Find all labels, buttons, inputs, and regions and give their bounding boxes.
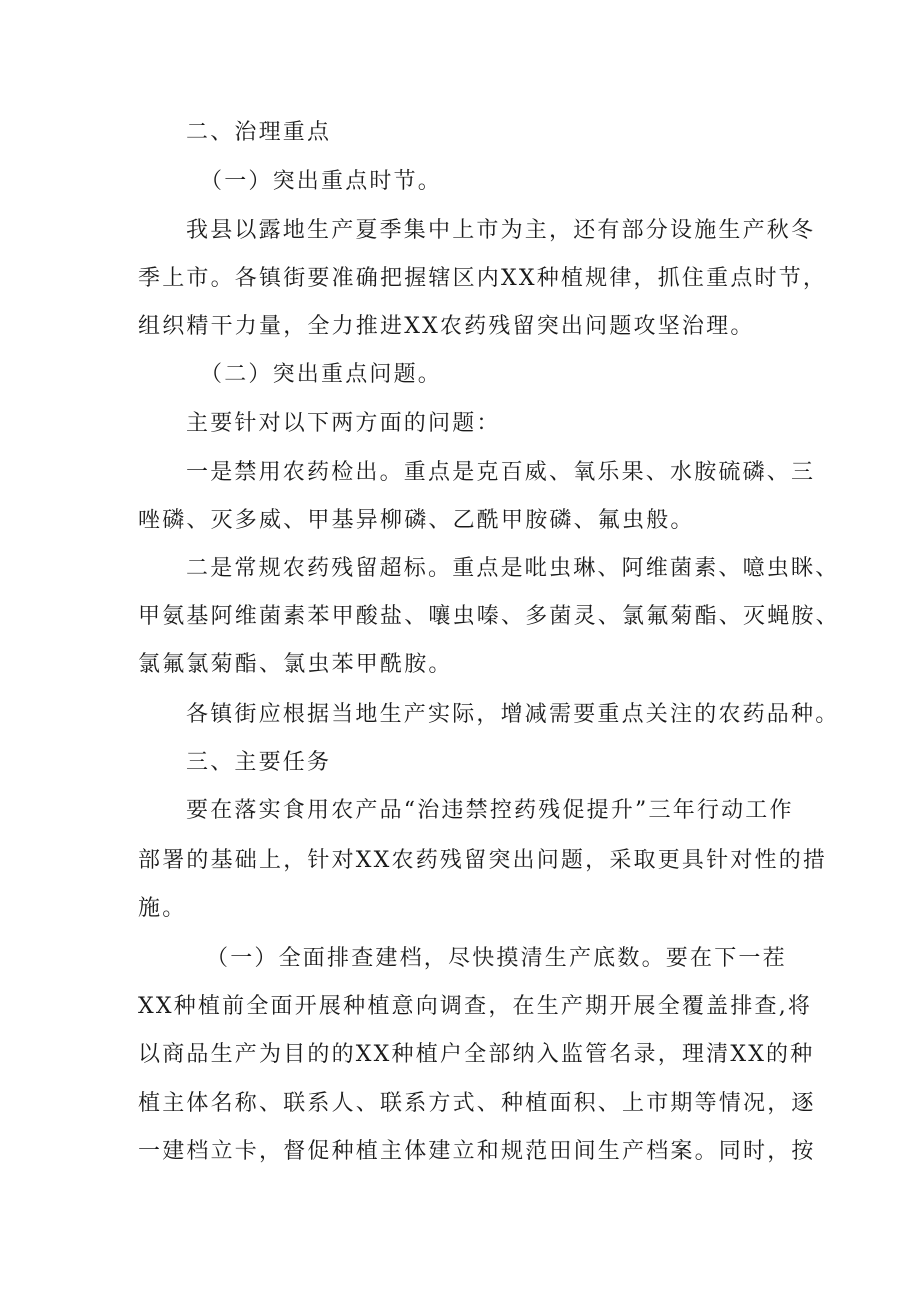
paragraph-line: 二是常规农药残留超标。重点是吡虫琳、阿维菌素、噫虫眯、 [186,556,840,581]
paragraph-line: 我县以露地生产夏季集中上市为主，还有部分设施生产秋冬 [186,218,816,243]
subheading-2: （二）突出重点问题。 [200,362,443,387]
section-heading-2: 二、治理重点 [186,120,332,145]
section-heading-3: 三、主要任务 [186,750,332,775]
paragraph-line: 要在落实食用农产品“治违禁控药残促提升”三年行动工作 [186,798,794,823]
paragraph-line: 氯氟氯菊酯、氯虫苯甲酰胺。 [138,652,453,677]
paragraph-line: 植主体名称、联系人、联系方式、种植面积、上市期等情况，逐 [138,1091,816,1116]
paragraph-line: 唑磷、灭多威、甲基异柳磷、乙酰甲胺磷、氟虫般。 [138,508,695,533]
paragraph-line: 以商品生产为目的的XX种植户全部纳入监管名录，理清XX的种 [138,1042,815,1067]
subheading-1: （一）突出重点时节。 [200,169,443,194]
paragraph-line: 季上市。各镇街要准确把握辖区内XX种植规律，抓住重点时节， [138,266,828,291]
paragraph-line: 主要针对以下两方面的问题： [186,411,501,436]
paragraph-line: 施。 [138,896,187,921]
task-heading-1: （一）全面排查建档，尽快摸清生产底数。要在下一茬 [206,946,787,971]
paragraph-line: XX种植前全面开展种植意向调查，在生产期开展全覆盖排查,将 [138,994,813,1019]
paragraph-line: 部署的基础上，针对XX农药残留突出问题，采取更具针对性的措 [138,848,828,873]
paragraph-line: 各镇街应根据当地生产实际，增减需要重点关注的农药品种。 [186,702,840,727]
paragraph-line: 一是禁用农药检出。重点是克百威、氧乐果、水胺硫磷、三 [186,460,816,485]
paragraph-line: 一建档立卡，督促种植主体建立和规范田间生产档案。同时，按 [138,1139,816,1164]
paragraph-line: 甲氨基阿维菌素苯甲酸盐、嚷虫嗪、多菌灵、氯氟菊酯、灭蝇胺、 [138,604,840,629]
paragraph-line: 组织精干力量，全力推进XX农药残留突出问题攻坚治理。 [138,314,755,339]
